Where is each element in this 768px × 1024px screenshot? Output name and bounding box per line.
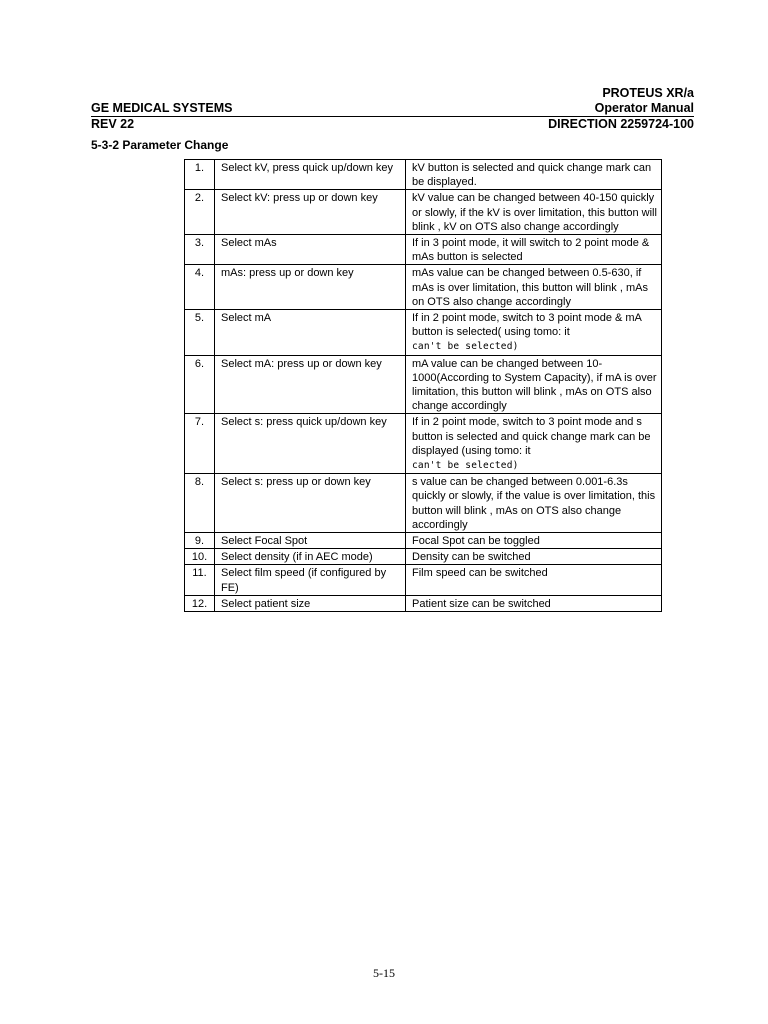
row-number: 5. bbox=[185, 310, 215, 356]
row-result bbox=[406, 355, 662, 414]
row-result-text: If in 3 point mode, it will switch to 2 point mode & mAs button is selected bbox=[412, 237, 650, 264]
row-number: 12. bbox=[185, 595, 215, 611]
row-action: mAs: press up or down key bbox=[215, 265, 406, 310]
row-action: Select film speed (if configured by FE) bbox=[215, 565, 406, 595]
manual-title: Operator Manual bbox=[594, 101, 694, 115]
page-number: 5-15 bbox=[373, 966, 395, 980]
row-result bbox=[406, 533, 662, 549]
header-row-2 bbox=[91, 117, 694, 132]
revision: REV 22 bbox=[91, 117, 135, 131]
row-result-text: s value can be changed between 0.001-6.3s quickly or slowly, if the value is over limitation, this button will blink , mAs on OTS also change accordingly bbox=[412, 476, 656, 531]
header-row-1 bbox=[91, 101, 694, 117]
row-result-note: can't be selected) bbox=[412, 341, 519, 353]
row-number: 6. bbox=[185, 355, 215, 414]
table-row bbox=[185, 190, 662, 235]
row-result-text: mA value can be changed between 10-1000(According to System Capacity), if mA is over limitation, this button will blink , mAs on OTS also change accordingly bbox=[412, 357, 657, 413]
row-number: 8. bbox=[185, 474, 215, 533]
parameter-table bbox=[184, 159, 662, 612]
row-result bbox=[406, 160, 662, 190]
direction-number: DIRECTION 2259724-100 bbox=[548, 117, 694, 131]
row-result-note: can't be selected) bbox=[412, 460, 519, 472]
row-number: 9. bbox=[185, 533, 215, 549]
row-number: 10. bbox=[185, 549, 215, 565]
row-result bbox=[406, 310, 662, 356]
row-result bbox=[406, 565, 662, 595]
row-action: Select s: press quick up/down key bbox=[215, 414, 406, 474]
row-result-text: If in 2 point mode, switch to 3 point mode & mA button is selected( using tomo: it bbox=[412, 312, 642, 339]
table-row bbox=[185, 549, 662, 565]
table-row bbox=[185, 414, 662, 474]
row-result-text: If in 2 point mode, switch to 3 point mode and s button is selected and quick change mark can be displayed (using tomo: it bbox=[412, 416, 651, 457]
row-result bbox=[406, 414, 662, 474]
row-result bbox=[406, 595, 662, 611]
row-number: 4. bbox=[185, 265, 215, 310]
row-number: 3. bbox=[185, 235, 215, 265]
table-row bbox=[185, 310, 662, 356]
table-row bbox=[185, 265, 662, 310]
row-action: Select mA: press up or down key bbox=[215, 355, 406, 414]
row-result-text: Density can be switched bbox=[412, 551, 531, 564]
row-number: 1. bbox=[185, 160, 215, 190]
row-action: Select patient size bbox=[215, 595, 406, 611]
table-row bbox=[185, 474, 662, 533]
table-row bbox=[185, 533, 662, 549]
row-result bbox=[406, 474, 662, 533]
row-result-text: Patient size can be switched bbox=[412, 597, 551, 610]
company-name: GE MEDICAL SYSTEMS bbox=[91, 101, 233, 115]
row-action: Select mA bbox=[215, 310, 406, 356]
row-result bbox=[406, 265, 662, 310]
table-row bbox=[185, 160, 662, 190]
row-number: 2. bbox=[185, 190, 215, 235]
row-action: Select kV: press up or down key bbox=[215, 190, 406, 235]
row-result-text: mAs value can be changed between 0.5-630, if mAs is over limitation, this button will blink , mAs on OTS also change accordingly bbox=[412, 267, 648, 308]
row-result-text: Focal Spot can be toggled bbox=[412, 535, 540, 548]
row-number: 11. bbox=[185, 565, 215, 595]
section-title: 5-3-2 Parameter Change bbox=[91, 138, 229, 152]
row-result-text: kV button is selected and quick change mark can be displayed. bbox=[412, 162, 652, 189]
row-action: Select density (if in AEC mode) bbox=[215, 549, 406, 565]
row-result bbox=[406, 549, 662, 565]
table-row bbox=[185, 565, 662, 595]
table-row bbox=[185, 595, 662, 611]
row-action: Select mAs bbox=[215, 235, 406, 265]
row-result-text: kV value can be changed between 40-150 quickly or slowly, if the kV is over limitation, this button will blink , kV on OTS also change accordingly bbox=[412, 192, 657, 233]
product-name: PROTEUS XR/a bbox=[602, 86, 694, 100]
table-row bbox=[185, 235, 662, 265]
row-result-text: Film speed can be switched bbox=[412, 567, 548, 580]
row-action: Select s: press up or down key bbox=[215, 474, 406, 533]
row-action: Select Focal Spot bbox=[215, 533, 406, 549]
row-number: 7. bbox=[185, 414, 215, 474]
table-row bbox=[185, 355, 662, 414]
row-result bbox=[406, 235, 662, 265]
row-action: Select kV, press quick up/down key bbox=[215, 160, 406, 190]
row-result bbox=[406, 190, 662, 235]
